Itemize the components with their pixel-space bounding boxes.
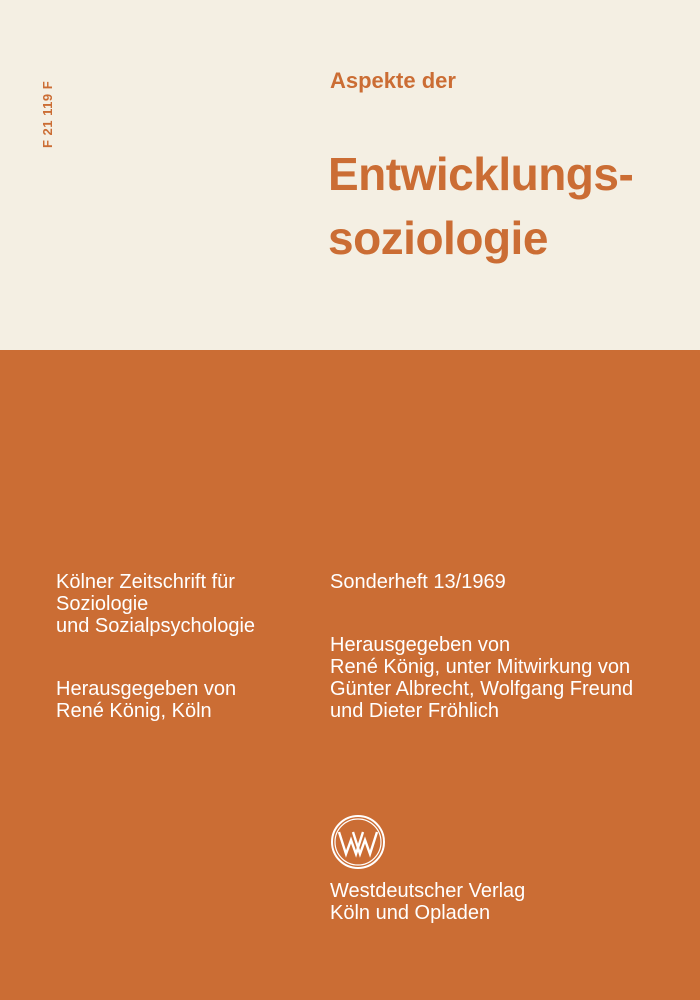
spine-code: F 21 119 F (40, 80, 55, 148)
journal-name-line: und Sozialpsychologie (56, 615, 256, 637)
publisher-line: Köln und Opladen (330, 902, 491, 924)
journal-name-line: Soziologie (56, 593, 149, 615)
book-subtitle: Aspekte der (330, 68, 456, 93)
publisher-name (330, 880, 525, 924)
publisher-logo-icon (330, 814, 386, 870)
journal-editor (56, 678, 236, 722)
issue-label: Sonderheft 13/1969 (330, 571, 506, 593)
issue-editor-line: und Dieter Fröhlich (330, 700, 499, 722)
issue-editor-line: Günter Albrecht, Wolfgang Freund (330, 678, 634, 700)
issue-editor-line: Herausgegeben von (330, 634, 511, 656)
journal-editor-line: René König, Köln (56, 700, 212, 722)
journal-editor-line: Herausgegeben von (56, 678, 237, 700)
journal-name (56, 571, 255, 637)
publisher-line: Westdeutscher Verlag (330, 880, 526, 902)
book-title (328, 142, 633, 270)
book-title-line: Entwicklungs- (328, 148, 634, 200)
issue-editor-line: René König, unter Mitwirkung von (330, 656, 631, 678)
journal-name-line: Kölner Zeitschrift für (56, 571, 235, 593)
book-title-line: soziologie (328, 212, 548, 264)
issue-editors (330, 634, 633, 722)
